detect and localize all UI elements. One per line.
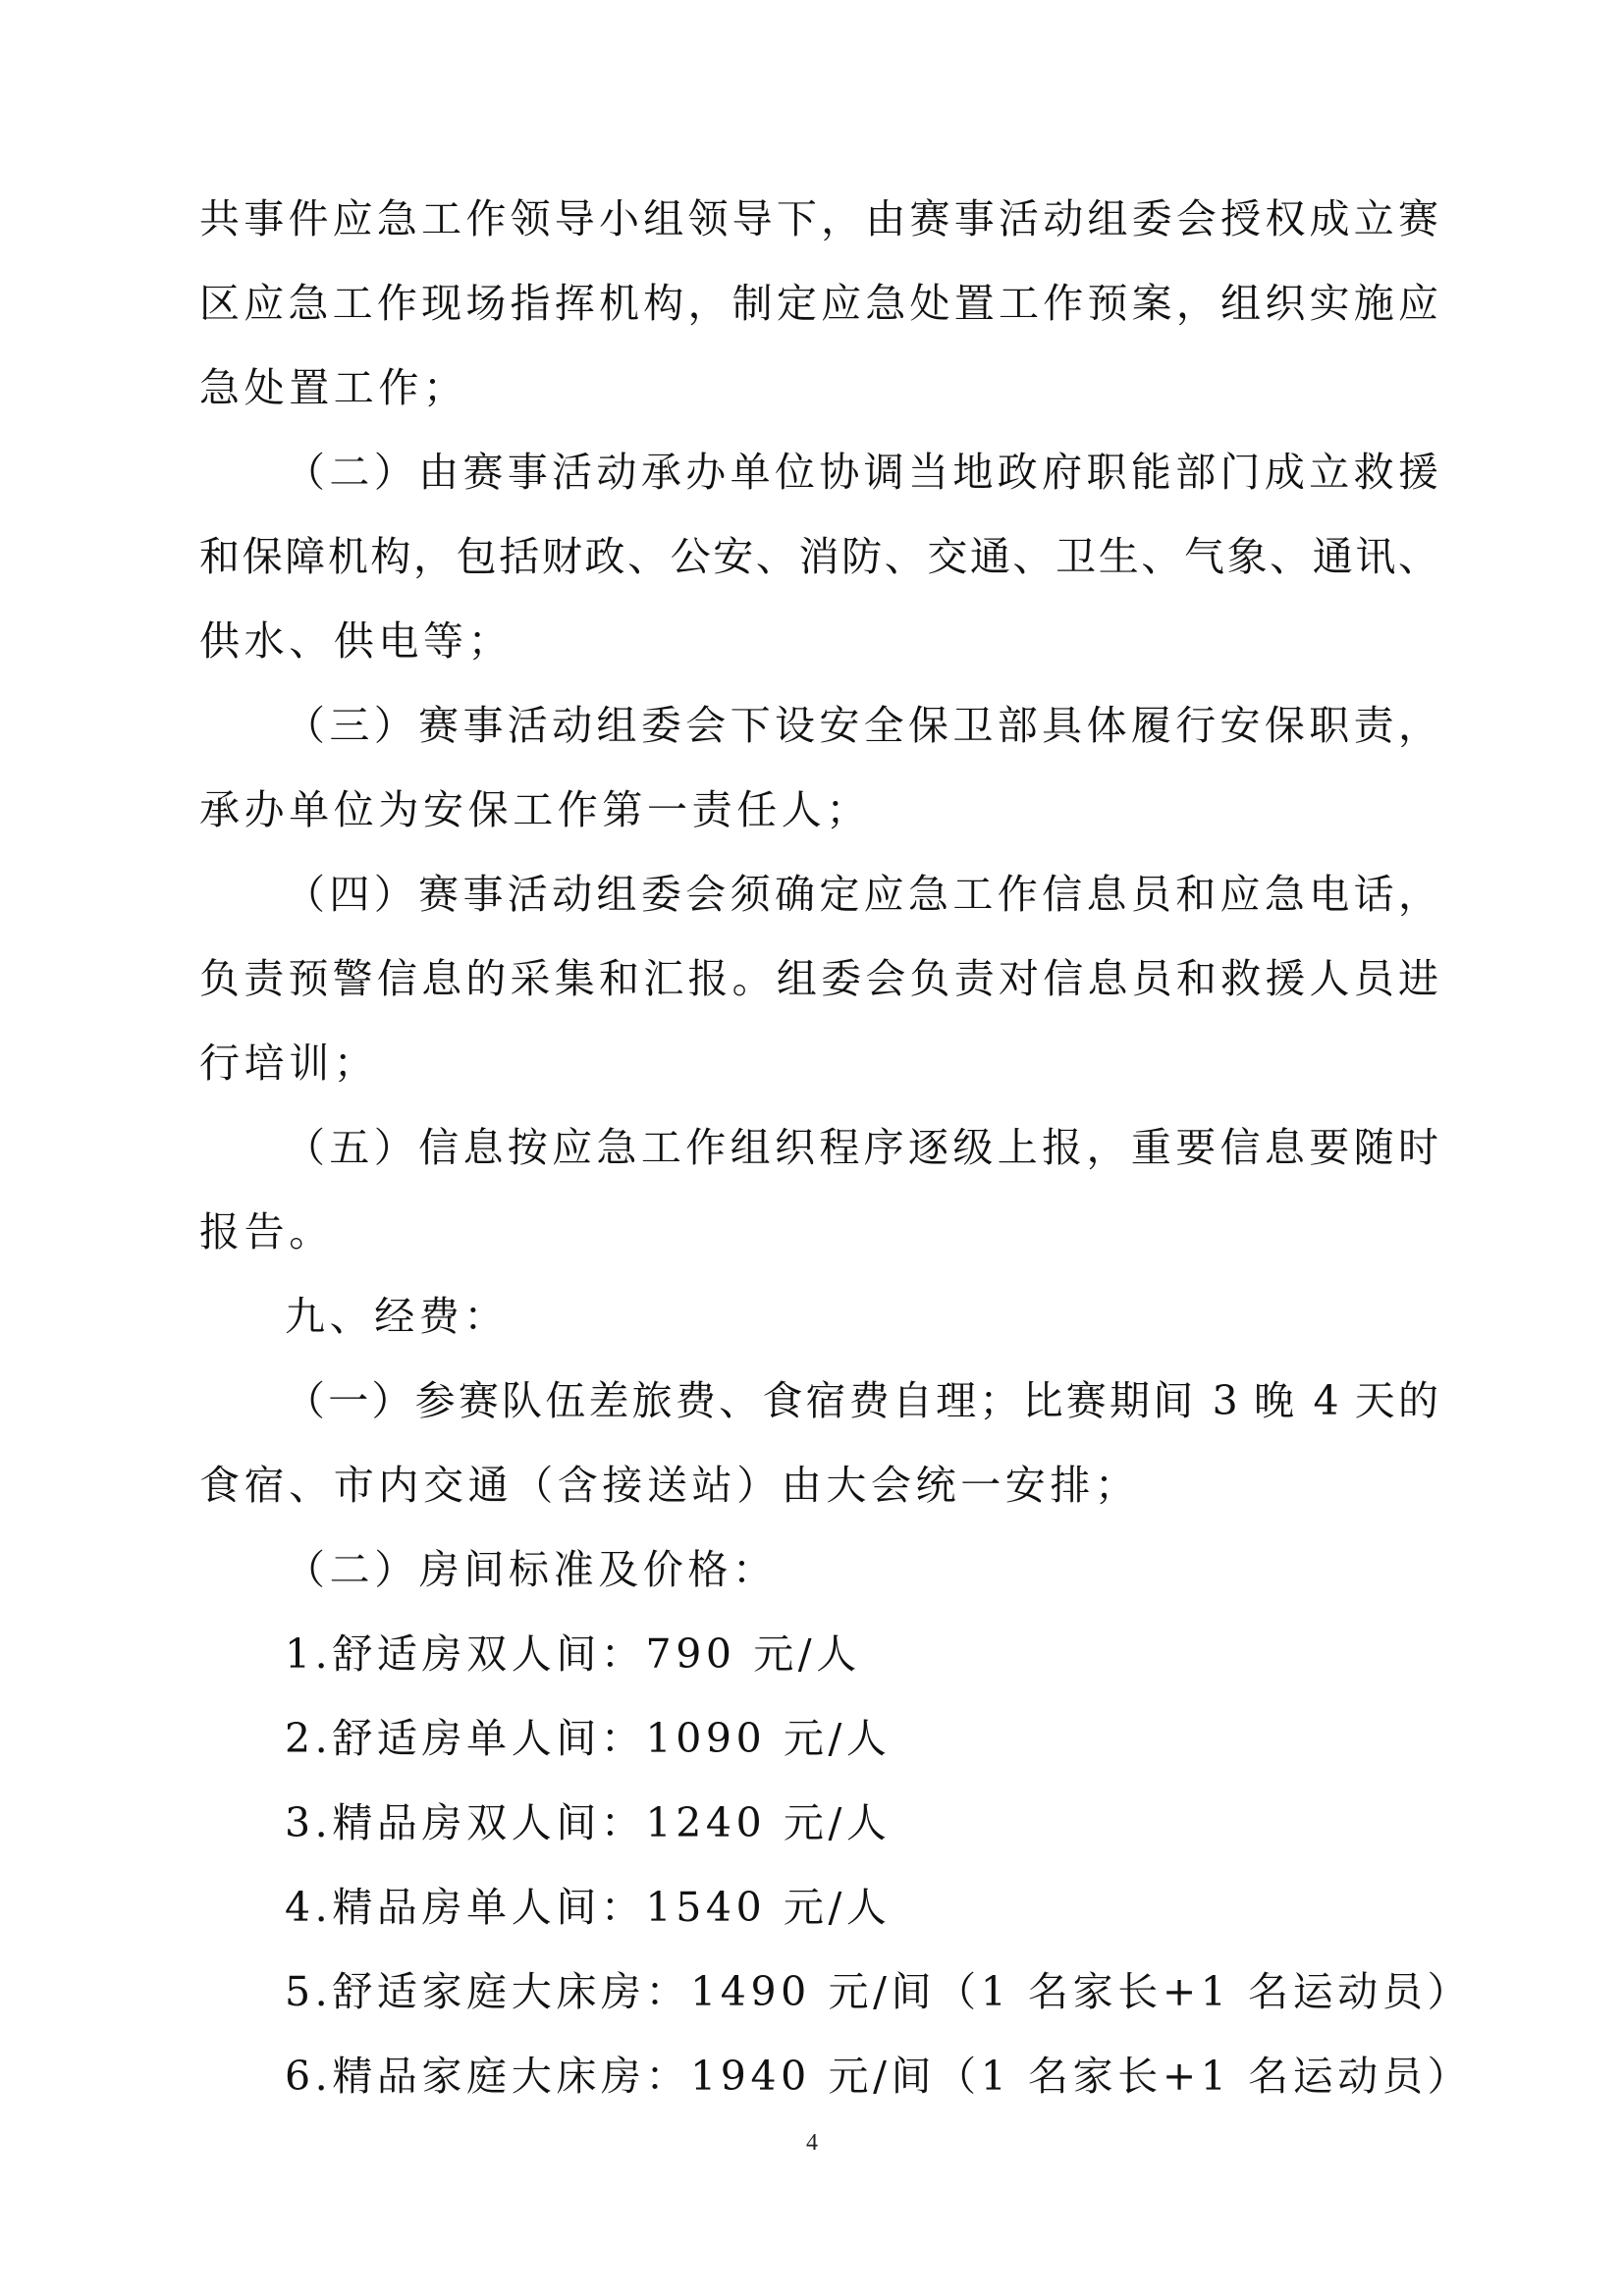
text-line: 急处置工作； (199, 364, 468, 411)
text-line: 区应急工作现场指挥机构，制定应急处置工作预案，组织实施应 (199, 280, 1438, 327)
price-item: 4.精品房单人间：1540 元/人 (285, 1884, 892, 1931)
text-line: 行培训； (199, 1040, 379, 1087)
text-line: 报告。 (199, 1208, 334, 1255)
price-item: 6.精品家庭大床房：1940 元/间（1 名家长+1 名运动员） (285, 2053, 1473, 2100)
section-heading: 九、经费： (285, 1293, 509, 1340)
text-line: （二）房间标准及价格： (285, 1546, 778, 1593)
price-item: 5.舒适家庭大床房：1490 元/间（1 名家长+1 名运动员） (285, 1968, 1473, 2015)
text-line: 承办单位为安保工作第一责任人； (199, 786, 871, 833)
text-line: （二）由赛事活动承办单位协调当地政府职能部门成立救援 (285, 449, 1438, 496)
text-line: 食宿、市内交通（含接送站）由大会统一安排； (199, 1462, 1140, 1509)
text-line: （五）信息按应急工作组织程序逐级上报，重要信息要随时 (285, 1124, 1438, 1171)
text-line: （四）赛事活动组委会须确定应急工作信息员和应急电话， (285, 871, 1438, 918)
text-line: （三）赛事活动组委会下设安全保卫部具体履行安保职责， (285, 702, 1438, 749)
text-line: 共事件应急工作领导小组领导下，由赛事活动组委会授权成立赛 (199, 195, 1438, 242)
text-line: 负责预警信息的采集和汇报。组委会负责对信息员和救援人员进 (199, 955, 1438, 1002)
page-number: 4 (806, 2130, 818, 2156)
text-line: 和保障机构，包括财政、公安、消防、交通、卫生、气象、通讯、 (199, 533, 1438, 580)
price-item: 2.舒适房单人间：1090 元/人 (285, 1715, 892, 1762)
price-item: 3.精品房双人间：1240 元/人 (285, 1799, 892, 1846)
price-item: 1.舒适房双人间：790 元/人 (285, 1630, 861, 1678)
text-line: 供水、供电等； (199, 617, 514, 665)
text-line: （一）参赛队伍差旅费、食宿费自理；比赛期间 3 晚 4 天的 (285, 1377, 1438, 1424)
